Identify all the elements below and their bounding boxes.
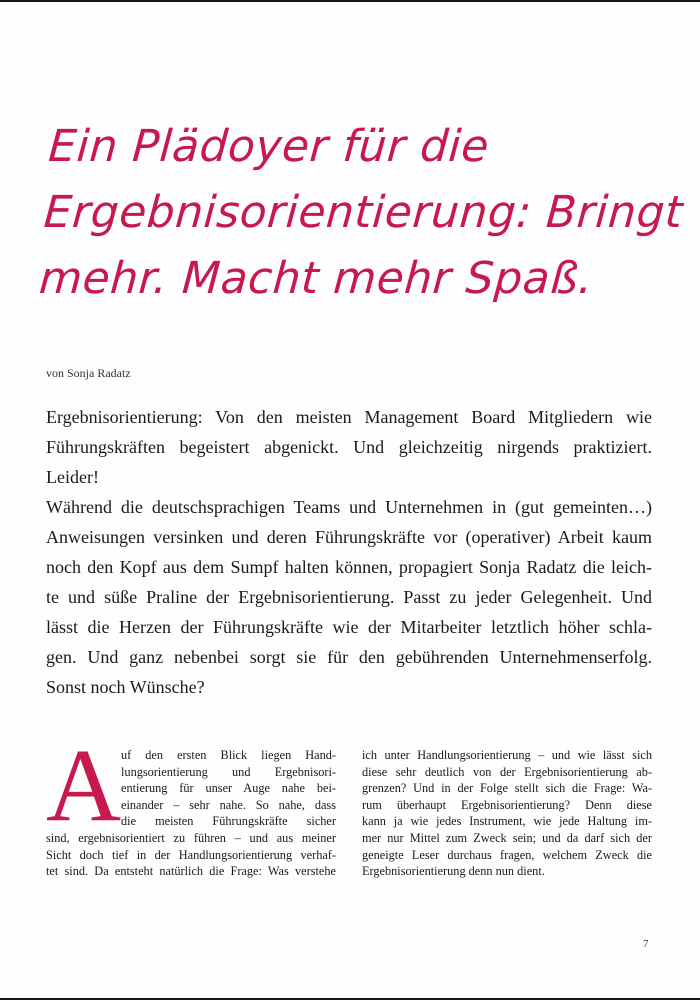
body-line: geneigte Leser durchaus fragen, welchem Zweck die xyxy=(362,847,652,862)
lead-line: Leider! xyxy=(46,467,99,487)
body-column-left xyxy=(46,728,336,880)
lead-line: Führungskräften begeistert abgenickt. Und gleichzeitig nirgends praktiziert. xyxy=(46,437,652,457)
body-column-right xyxy=(362,747,652,880)
title-line: Ergebnisorientierung: Bringt xyxy=(42,187,685,238)
lead-line: gen. Und ganz nebenbei sorgt sie für den gebührenden Unternehmenserfolg. xyxy=(46,647,652,667)
body-line: lungsorientierung und Ergebnisori- xyxy=(121,764,336,779)
body-line: rum überhaupt Ergebnisorientierung? Denn diese xyxy=(362,797,652,812)
body-line: Ergebnisorientierung denn nun dient. xyxy=(362,864,545,879)
lead-line: Ergebnisorientierung: Von den meisten Management Board Mitgliedern wie xyxy=(46,407,652,427)
body-line: uf den ersten Blick liegen Hand- xyxy=(121,748,336,762)
article-title xyxy=(37,114,685,312)
body-line: Sicht doch tief in der Handlungsorientierung verhaf- xyxy=(46,847,336,862)
body-line: einander – sehr nahe. So nahe, dass xyxy=(121,797,336,812)
drop-cap: A xyxy=(46,728,122,843)
body-line: kann ja wie jedes Instrument, wie jede Haltung im- xyxy=(362,814,652,829)
lead-line: noch den Kopf aus dem Sumpf halten können, propagiert Sonja Radatz die leich- xyxy=(46,557,652,577)
body-columns xyxy=(46,728,652,880)
body-line: entierung für unser Auge nahe bei- xyxy=(121,781,336,796)
lead-paragraph xyxy=(46,402,652,702)
title-line: Ein Plädoyer für die xyxy=(46,121,491,172)
body-line: sind, ergebnisorientiert zu führen – und aus meiner xyxy=(46,830,336,845)
body-line: ich unter Handlungsorientierung – und wie lässt sich xyxy=(362,748,652,762)
body-line: grenzen? Und in der Folge stellt sich die Frage: Wa- xyxy=(362,781,652,796)
title-line: mehr. Macht mehr Spaß. xyxy=(37,253,595,304)
magazine-page xyxy=(0,2,700,998)
author-byline: von Sonja Radatz xyxy=(46,366,131,380)
lead-line: te und süße Praline der Ergebnisorientierung. Passt zu jeder Gelegenheit. Und xyxy=(46,587,652,607)
lead-line: lässt die Herzen der Führungskräfte wie der Mitarbeiter letztlich höher schla- xyxy=(46,617,652,637)
lead-line: Während die deutschsprachigen Teams und Unternehmen in (gut gemeinten…) xyxy=(46,497,652,517)
body-line: die meisten Führungskräfte sicher xyxy=(121,814,336,829)
body-line: tet sind. Da entsteht natürlich die Frage: Was verstehe xyxy=(46,864,336,879)
body-line: mer nur Mittel zum Zweck sein; und da darf sich der xyxy=(362,830,652,845)
lead-line: Anweisungen versinken und deren Führungskräfte vor (operativer) Arbeit kaum xyxy=(46,527,652,547)
page-number: 7 xyxy=(643,938,649,950)
lead-line: Sonst noch Wünsche? xyxy=(46,677,205,697)
body-line: diese sehr deutlich von der Ergebnisorientierung ab- xyxy=(362,764,652,779)
